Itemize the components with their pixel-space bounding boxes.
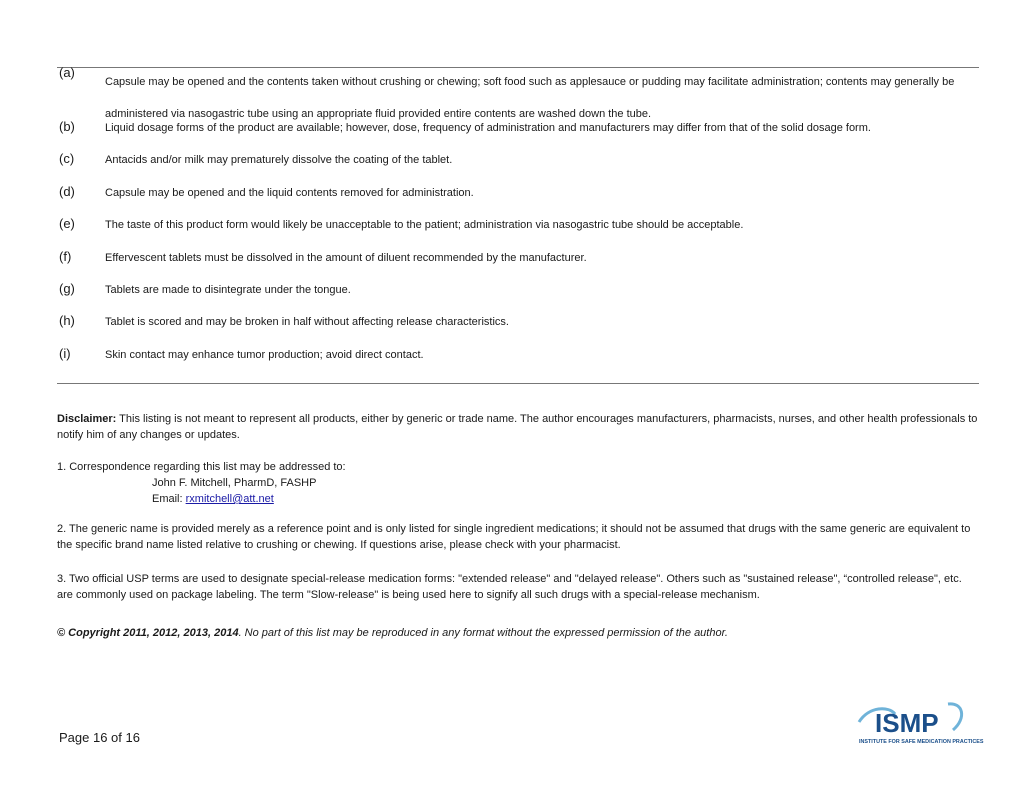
footnote-code: (h)	[59, 313, 75, 328]
footnote-code: (a)	[59, 65, 75, 80]
footnote-g	[57, 282, 979, 314]
correspondence-text: 1. Correspondence regarding this list may be addressed to:	[57, 461, 346, 473]
footnote-code: (i)	[59, 346, 71, 361]
logo-swoosh	[948, 704, 962, 730]
page-number: Page 16 of 16	[59, 730, 140, 745]
copyright-notice	[57, 625, 979, 641]
note-3: 3. Two official USP terms are used to designate special-release medication forms: "extended release" and "delayed release". Others such as "sustained release", “controlled release", etc. are commonly used on package labeling. The term "Slow-release" is being used here to signify all such drugs with a special-release mechanism.	[57, 573, 962, 601]
email-link[interactable]: rxmitchell@att.net	[185, 493, 274, 505]
footnote-text: The taste of this product form would likely be unacceptable to the patient; administration via nasogastric tube should be acceptable.	[105, 219, 744, 231]
footnote-text: Tablet is scored and may be broken in half without affecting release characteristics.	[105, 316, 509, 328]
author-name: John F. Mitchell, PharmD, FASHP	[152, 477, 317, 489]
footnote-text: Antacids and/or milk may prematurely dissolve the coating of the tablet.	[105, 154, 453, 166]
footnote-code: (e)	[59, 216, 75, 231]
footnote-h	[57, 314, 979, 347]
disclaimer-text: This listing is not meant to represent all products, either by generic or trade name. The author encourages manufacturers, pharmacists, nurses, and other health professionals to notify him of any changes or updates.	[57, 413, 978, 441]
ismp-logo	[855, 700, 984, 746]
footnote-a	[57, 66, 979, 120]
footnote-text: Capsule may be opened and the contents taken without crushing or chewing; soft food such as applesauce or pudding may facilitate administration; contents may generally be administered via nasogastric tube using an appropriate fluid provided entire contents are washed down the tube.	[105, 76, 955, 120]
footnote-text: Tablets are made to disintegrate under the tongue.	[105, 284, 351, 296]
footnote-c	[57, 152, 979, 185]
footnote-b	[57, 120, 979, 152]
footnote-code: (b)	[59, 119, 75, 134]
footnote-e	[57, 217, 979, 250]
footnote-d	[57, 185, 979, 217]
footnote-code: (d)	[59, 184, 75, 199]
copyright-years: © Copyright 2011, 2012, 2013, 2014	[57, 627, 239, 639]
correspondence	[57, 459, 979, 507]
note-2: 2. The generic name is provided merely as a reference point and is only listed for single ingredient medications; it should not be assumed that drugs with the same generic are equivalent to the specific brand name listed relative to crushing or chewing. If questions arise, please check with your pharmacist.	[57, 523, 971, 551]
disclaimer	[57, 411, 979, 443]
logo-tagline: INSTITUTE FOR SAFE MEDICATION PRACTICES	[859, 739, 984, 745]
disclaimer-label: Disclaimer:	[57, 413, 117, 425]
footnote-list	[57, 65, 979, 367]
footnote-text: Effervescent tablets must be dissolved in the amount of diluent recommended by the manufacturer.	[105, 252, 587, 264]
author-email-line	[57, 491, 979, 507]
email-label: Email:	[152, 493, 186, 505]
bottom-rule	[57, 383, 979, 384]
logo-wordmark: ISMP	[875, 708, 939, 738]
footnote-text: Liquid dosage forms of the product are available; however, dose, frequency of administration and manufacturers may differ from that of the solid dosage form.	[105, 122, 871, 134]
footnote-code: (g)	[59, 281, 75, 296]
footnote-text: Capsule may be opened and the liquid contents removed for administration.	[105, 187, 474, 199]
copyright-text: . No part of this list may be reproduced in any format without the expressed permission of the author.	[238, 627, 728, 639]
footnote-code: (c)	[59, 151, 75, 166]
footnote-i	[57, 347, 979, 367]
footnote-f	[57, 250, 979, 282]
footnote-code: (f)	[59, 249, 72, 264]
footnote-text: Skin contact may enhance tumor production; avoid direct contact.	[105, 349, 424, 361]
